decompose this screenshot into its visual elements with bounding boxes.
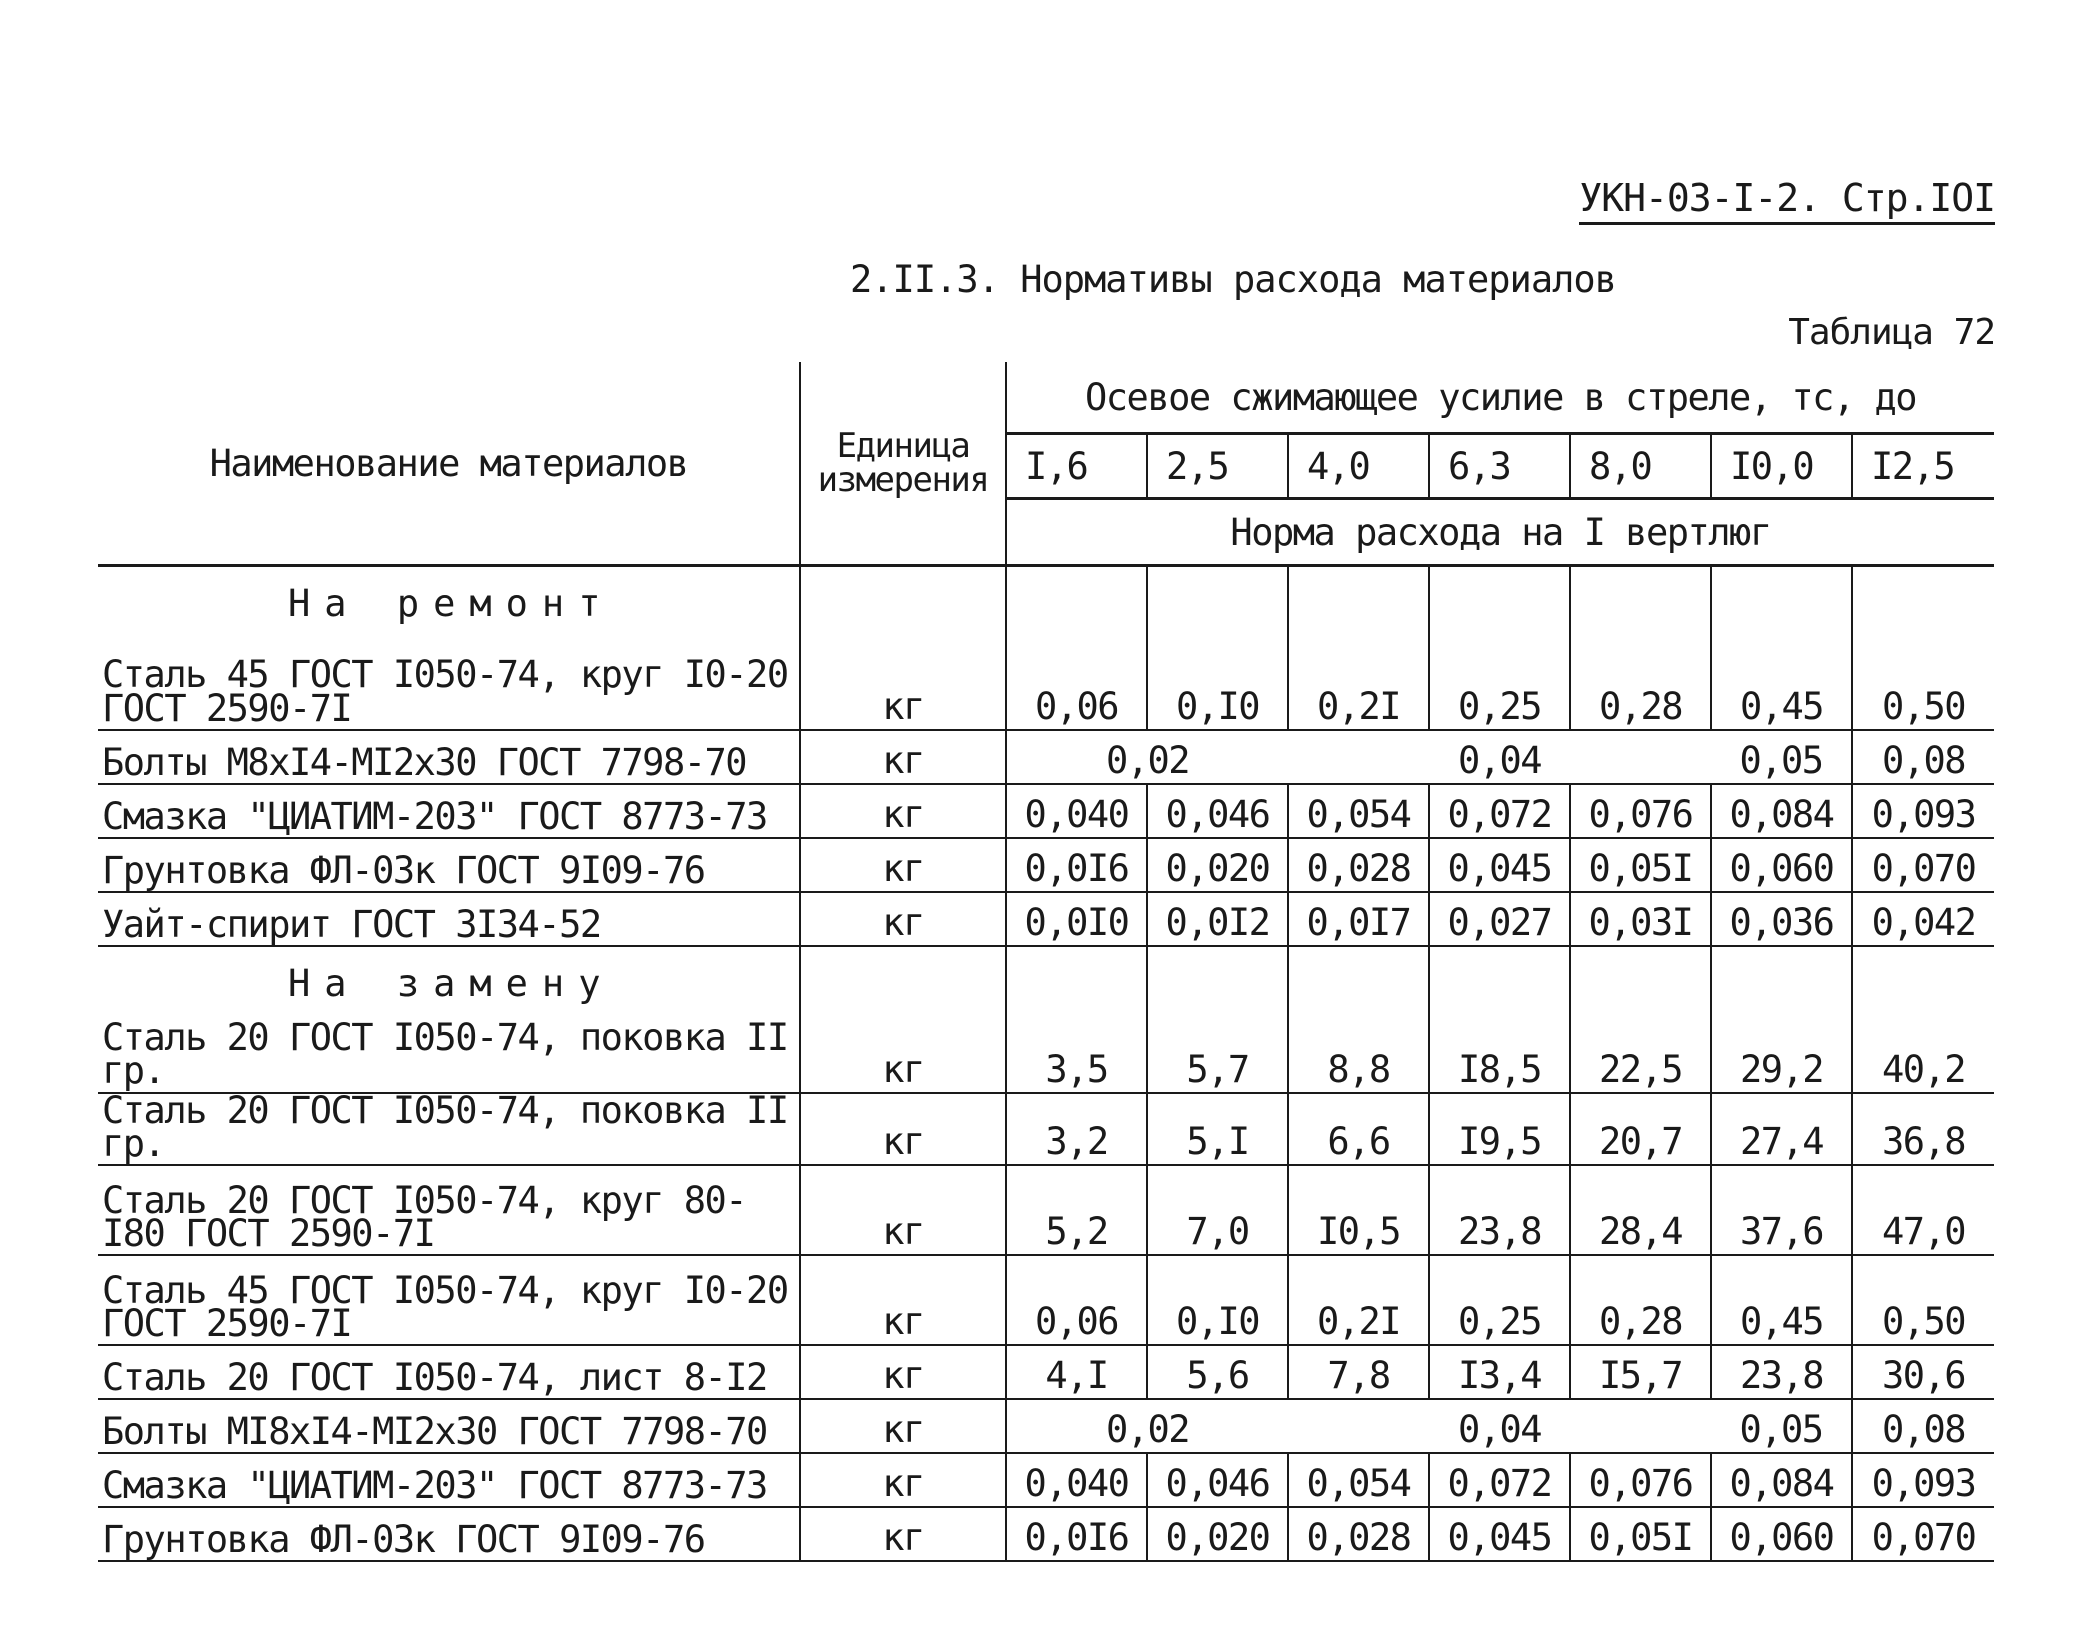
material-name-cell: Уайт-спирит ГОСТ 3I34-52 (98, 892, 800, 946)
section-row (98, 566, 1994, 642)
header-consumption-norm: Норма расхода на I вертлюг (1006, 499, 1994, 566)
value-cell: 3,2 (1006, 1093, 1147, 1166)
section-title: 2.II.3. Нормативы расхода материалов (850, 258, 1616, 301)
table-number: Таблица 72 (1788, 312, 1995, 353)
table-header (98, 362, 1994, 566)
value-cell: 47,0 (1852, 1165, 1994, 1255)
value-cell: 0,25 (1429, 1255, 1570, 1345)
value-cell: 0,028 (1288, 838, 1429, 892)
value-cell: I0,5 (1288, 1165, 1429, 1255)
value-cell: 0,076 (1570, 784, 1711, 838)
unit-cell: кг (800, 1345, 1006, 1399)
value-cell: 0,028 (1288, 1507, 1429, 1561)
value-cell: 0,04 (1288, 730, 1711, 784)
value-cell: 0,02 (1006, 730, 1288, 784)
value-cell: 40,2 (1852, 1021, 1994, 1093)
value-cell: 6,6 (1288, 1093, 1429, 1166)
table-row (98, 1399, 1994, 1453)
blank-cell (800, 566, 1006, 642)
table-row (98, 1165, 1994, 1255)
header-force-value: I2,5 (1852, 434, 1994, 499)
value-cell: 23,8 (1711, 1345, 1852, 1399)
value-cell: 0,02 (1006, 1399, 1288, 1453)
value-cell: 0,45 (1711, 1255, 1852, 1345)
value-cell: 0,0I6 (1006, 838, 1147, 892)
value-cell: 20,7 (1570, 1093, 1711, 1166)
value-cell: 0,0I6 (1006, 1507, 1147, 1561)
header-unit: Единица измерения (800, 362, 1006, 566)
table-row (98, 641, 1994, 730)
material-name-cell: Сталь 45 ГОСТ I050-74, круг I0-20 ГОСТ 2590-7I (98, 641, 800, 730)
section-row (98, 946, 1994, 1021)
header-force-value: 2,5 (1147, 434, 1288, 499)
material-name-cell: Сталь 20 ГОСТ I050-74, поковка II гр. (98, 1021, 800, 1093)
value-cell: 0,50 (1852, 641, 1994, 730)
value-cell: 30,6 (1852, 1345, 1994, 1399)
value-cell: 22,5 (1570, 1021, 1711, 1093)
header-axial-force: Осевое сжимающее усилие в стреле, тс, до (1006, 362, 1994, 434)
value-cell: 0,040 (1006, 784, 1147, 838)
value-cell: 0,28 (1570, 641, 1711, 730)
value-cell: 0,05 (1711, 1399, 1852, 1453)
value-cell: 0,I0 (1147, 641, 1288, 730)
value-cell: 7,8 (1288, 1345, 1429, 1399)
header-force-value: 4,0 (1288, 434, 1429, 499)
value-cell: I9,5 (1429, 1093, 1570, 1166)
material-name-cell: Сталь 20 ГОСТ I050-74, круг 80-I80 ГОСТ 2590-7I (98, 1165, 800, 1255)
table-row (98, 1021, 1994, 1093)
table-row (98, 1453, 1994, 1507)
material-name-cell: Сталь 45 ГОСТ I050-74, круг I0-20 ГОСТ 2590-7I (98, 1255, 800, 1345)
value-cell: 0,060 (1711, 838, 1852, 892)
blank-cell (1429, 566, 1570, 642)
value-cell: 0,093 (1852, 1453, 1994, 1507)
value-cell: 4,I (1006, 1345, 1147, 1399)
value-cell: 0,45 (1711, 641, 1852, 730)
value-cell: 0,084 (1711, 784, 1852, 838)
value-cell: 5,I (1147, 1093, 1288, 1166)
header-force-value: 8,0 (1570, 434, 1711, 499)
value-cell: I8,5 (1429, 1021, 1570, 1093)
value-cell: 0,072 (1429, 1453, 1570, 1507)
value-cell: 0,05I (1570, 838, 1711, 892)
value-cell: 0,25 (1429, 641, 1570, 730)
unit-cell: кг (800, 784, 1006, 838)
value-cell: 0,054 (1288, 784, 1429, 838)
header-force-value: I,6 (1006, 434, 1147, 499)
blank-cell (1852, 566, 1994, 642)
material-norms-table (98, 362, 1994, 1562)
value-cell: 0,0I7 (1288, 892, 1429, 946)
material-name-cell: Грунтовка ФЛ-03к ГОСТ 9I09-76 (98, 1507, 800, 1561)
value-cell: I5,7 (1570, 1345, 1711, 1399)
table-row (98, 1345, 1994, 1399)
value-cell: 5,6 (1147, 1345, 1288, 1399)
value-cell: 0,070 (1852, 838, 1994, 892)
value-cell: 0,08 (1852, 1399, 1994, 1453)
value-cell: 0,045 (1429, 838, 1570, 892)
blank-cell (1147, 566, 1288, 642)
value-cell: 0,I0 (1147, 1255, 1288, 1345)
value-cell: 5,2 (1006, 1165, 1147, 1255)
blank-cell (1570, 946, 1711, 1021)
value-cell: 0,03I (1570, 892, 1711, 946)
value-cell: 0,2I (1288, 1255, 1429, 1345)
blank-cell (1570, 566, 1711, 642)
table-body (98, 566, 1994, 1562)
value-cell: 0,046 (1147, 784, 1288, 838)
value-cell: 23,8 (1429, 1165, 1570, 1255)
unit-cell: кг (800, 641, 1006, 730)
value-cell: 0,04 (1288, 1399, 1711, 1453)
value-cell: I3,4 (1429, 1345, 1570, 1399)
unit-cell: кг (800, 730, 1006, 784)
value-cell: 0,28 (1570, 1255, 1711, 1345)
blank-cell (1852, 946, 1994, 1021)
document-code: УКН-03-I-2. Стр.IOI (1579, 176, 1995, 225)
value-cell: 0,046 (1147, 1453, 1288, 1507)
value-cell: 3,5 (1006, 1021, 1147, 1093)
value-cell: 0,05I (1570, 1507, 1711, 1561)
value-cell: 0,2I (1288, 641, 1429, 730)
material-name-cell: Болты М8хI4-МI2х30 ГОСТ 7798-70 (98, 730, 800, 784)
value-cell: 28,4 (1570, 1165, 1711, 1255)
unit-cell: кг (800, 1507, 1006, 1561)
blank-cell (1006, 946, 1147, 1021)
blank-cell (1288, 946, 1429, 1021)
table-row (98, 1507, 1994, 1561)
value-cell: 0,020 (1147, 838, 1288, 892)
unit-cell: кг (800, 1165, 1006, 1255)
value-cell: 0,060 (1711, 1507, 1852, 1561)
unit-cell: кг (800, 1021, 1006, 1093)
value-cell: 0,020 (1147, 1507, 1288, 1561)
unit-cell: кг (800, 892, 1006, 946)
header-force-value: I0,0 (1711, 434, 1852, 499)
table-row (98, 784, 1994, 838)
section-title-cell: На ремонт (98, 566, 800, 642)
value-cell: 0,05 (1711, 730, 1852, 784)
value-cell: 0,027 (1429, 892, 1570, 946)
value-cell: 8,8 (1288, 1021, 1429, 1093)
value-cell: 0,50 (1852, 1255, 1994, 1345)
unit-cell: кг (800, 838, 1006, 892)
unit-cell: кг (800, 1093, 1006, 1166)
material-name-cell: Сталь 20 ГОСТ I050-74, поковка II гр. (98, 1093, 800, 1166)
table-row (98, 730, 1994, 784)
blank-cell (1147, 946, 1288, 1021)
section-title-cell: На замену (98, 946, 800, 1021)
value-cell: 0,06 (1006, 641, 1147, 730)
blank-cell (1006, 566, 1147, 642)
value-cell: 27,4 (1711, 1093, 1852, 1166)
unit-cell: кг (800, 1453, 1006, 1507)
unit-cell: кг (800, 1255, 1006, 1345)
value-cell: 0,070 (1852, 1507, 1994, 1561)
table-row (98, 1093, 1994, 1166)
value-cell: 0,054 (1288, 1453, 1429, 1507)
header-force-value: 6,3 (1429, 434, 1570, 499)
material-name-cell: Смазка "ЦИАТИМ-203" ГОСТ 8773-73 (98, 784, 800, 838)
unit-cell: кг (800, 1399, 1006, 1453)
blank-cell (1429, 946, 1570, 1021)
value-cell: 0,072 (1429, 784, 1570, 838)
blank-cell (800, 946, 1006, 1021)
value-cell: 0,045 (1429, 1507, 1570, 1561)
value-cell: 37,6 (1711, 1165, 1852, 1255)
value-cell: 0,076 (1570, 1453, 1711, 1507)
material-name-cell: Грунтовка ФЛ-03к ГОСТ 9I09-76 (98, 838, 800, 892)
material-name-cell: Болты МI8хI4-МI2х30 ГОСТ 7798-70 (98, 1399, 800, 1453)
value-cell: 0,040 (1006, 1453, 1147, 1507)
value-cell: 29,2 (1711, 1021, 1852, 1093)
value-cell: 0,06 (1006, 1255, 1147, 1345)
value-cell: 0,042 (1852, 892, 1994, 946)
value-cell: 0,093 (1852, 784, 1994, 838)
table-row (98, 1255, 1994, 1345)
table-row (98, 892, 1994, 946)
value-cell: 0,036 (1711, 892, 1852, 946)
material-name-cell: Смазка "ЦИАТИМ-203" ГОСТ 8773-73 (98, 1453, 800, 1507)
norms-table-container (98, 362, 1994, 1562)
value-cell: 36,8 (1852, 1093, 1994, 1166)
value-cell: 0,0I0 (1006, 892, 1147, 946)
blank-cell (1711, 566, 1852, 642)
value-cell: 0,08 (1852, 730, 1994, 784)
value-cell: 0,0I2 (1147, 892, 1288, 946)
table-row (98, 838, 1994, 892)
blank-cell (1711, 946, 1852, 1021)
value-cell: 0,084 (1711, 1453, 1852, 1507)
value-cell: 7,0 (1147, 1165, 1288, 1255)
blank-cell (1288, 566, 1429, 642)
value-cell: 5,7 (1147, 1021, 1288, 1093)
header-material-name: Наименование материалов (98, 362, 800, 566)
material-name-cell: Сталь 20 ГОСТ I050-74, лист 8-I2 (98, 1345, 800, 1399)
